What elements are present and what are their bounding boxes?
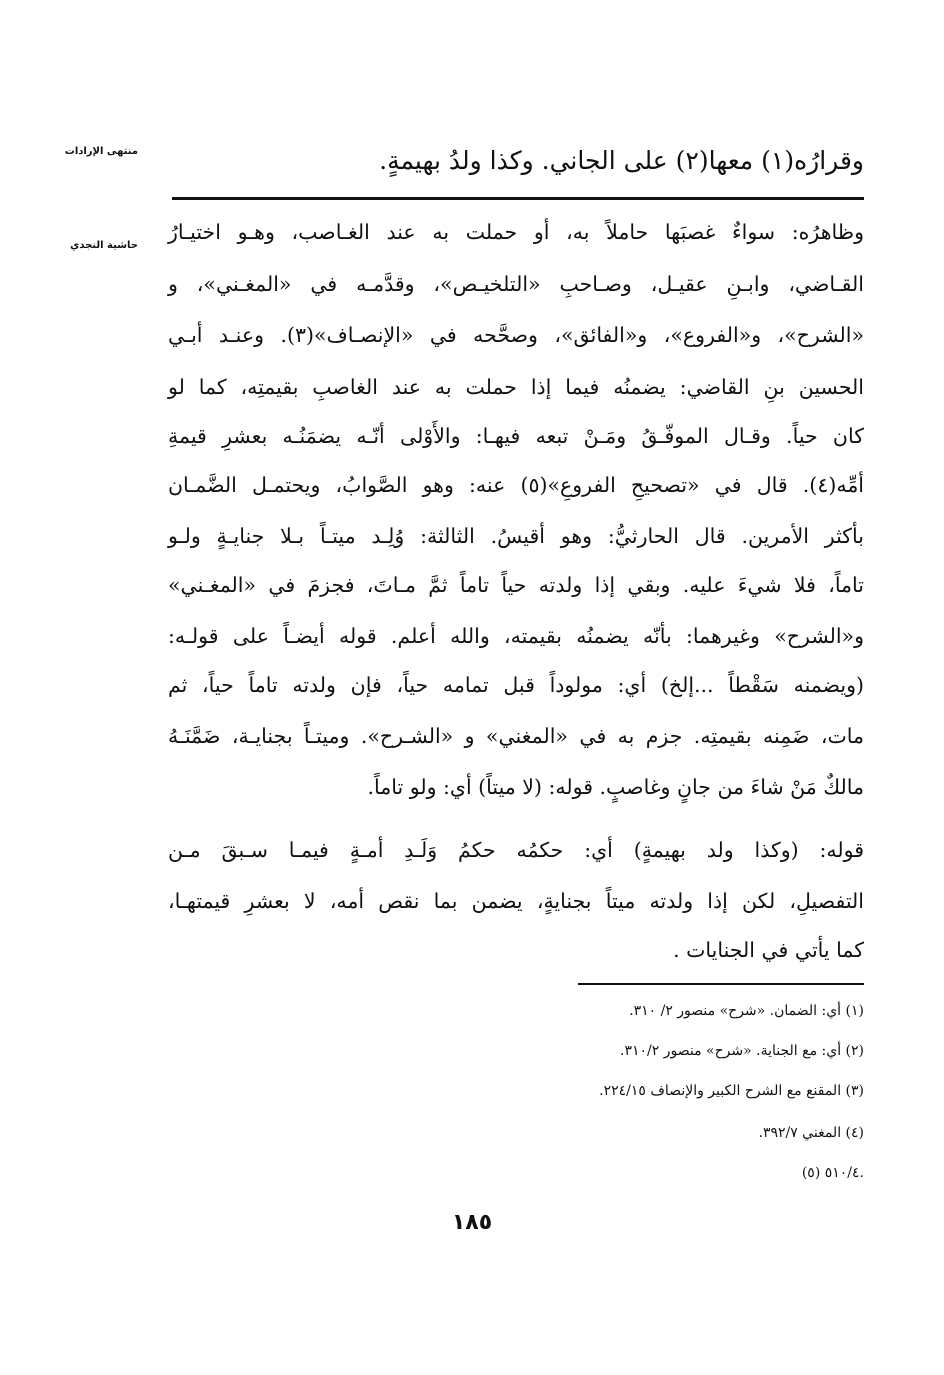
footnote: (٤) المغني ٣٩٢/٧. bbox=[758, 1125, 864, 1141]
top-divider bbox=[172, 197, 864, 200]
commentary-line: وظاهرُه: سواءٌ غصبَها حاملاً به، أو حملت به عند الغـاصب، وهـو اختيـارُ bbox=[168, 220, 864, 244]
commentary-title-label: حاشية النجدي bbox=[70, 240, 138, 251]
commentary-line: مات، ضَمِنه بقيمتِه. جزم به في «المغني» و «الشـرح». وميتـاً بجنايـة، ضَمَّنَـهُ bbox=[168, 724, 864, 748]
book-title-label: منتهى الإرادات bbox=[64, 146, 138, 157]
footnote: (٥) ٥١٠/٤. bbox=[801, 1165, 864, 1181]
commentary-line: الحسين بنِ القاضي: يضمنُه فيما إذا حملت به عند الغاصبِ بقيمتِه، كما لو bbox=[168, 375, 864, 399]
commentary-line: التفصيلِ، لكن إذا ولدته ميتاً بجنايةٍ، يضمن بما نقص أمه، لا بعشرِ قيمتهـا، bbox=[168, 889, 864, 913]
commentary-line: و«الشرح» وغيرهما: بأنّه يضمنُه بقيمته، والله أعلم. قوله أيضـاً على قولـه: bbox=[168, 624, 864, 648]
footnote-divider bbox=[578, 983, 864, 985]
commentary-line: «الشرح»، و«الفروع»، و«الفائق»، وصحَّحه في «الإنصـاف»(٣). وعنـد أبـي bbox=[168, 323, 864, 347]
commentary-line: بأكثر الأمرين. قال الحارثيُّ: وهو أقيسُ. الثالثة: وُلِـد ميتـاً بـلا جنايـةٍ ولـو bbox=[168, 524, 864, 548]
footnote: (٢) أي: مع الجناية. «شرح» منصور ٣١٠/٢. bbox=[620, 1043, 864, 1059]
commentary-line: قوله: (وكذا ولد بهيمةٍ) أي: حكمُه حكمُ وَلَـدِ أمـةٍ فيمـا سـبقَ مـن bbox=[168, 838, 864, 862]
commentary-line: (ويضمنه سَقْطاً ...إلخ) أي: مولوداً قبل تمامه حياً، فإن ولدته تاماً حياً، ثم bbox=[168, 673, 864, 697]
commentary-line: كما يأتي في الجنايات . bbox=[673, 938, 864, 962]
footnote: (٣) المقنع مع الشرح الكبير والإنصاف ٢٢٤/١٥. bbox=[599, 1083, 864, 1099]
commentary-line: أمِّه(٤). قال في «تصحيحِ الفروعِ»(٥) عنه: وهو الصَّوابُ، ويحتمـل الضَّمـان bbox=[168, 473, 864, 497]
page-number: ١٨٥ bbox=[451, 1210, 493, 1235]
footnote: (١) أي: الضمان. «شرح» منصور ٢/ ٣١٠. bbox=[629, 1003, 864, 1019]
commentary-line: تاماً، فلا شيءَ عليه. وبقي إذا ولدته حياً تاماً ثمَّ مـاتَ، فجزمَ في «المغـني» bbox=[168, 573, 864, 597]
matn-text: وقرارُه(١) معها(٢) على الجاني. وكذا ولدُ بهيمةٍ. bbox=[379, 146, 864, 175]
commentary-line: كان حياً. وقـال الموفّـقُ ومَـنْ تبعه فيهـا: والأَوْلى أنّـه يضمَنُـه بعشرِ قيمةِ bbox=[168, 424, 864, 448]
commentary-line: القـاضي، وابـنِ عقيـل، وصـاحبِ «التلخيـص»، وقدَّمـه في «المغـني»، و bbox=[168, 272, 864, 296]
commentary-line: مالكٌ مَنْ شاءَ من جانٍ وغاصبٍ. قوله: (لا ميتاً) أي: ولو تاماً. bbox=[367, 775, 864, 799]
